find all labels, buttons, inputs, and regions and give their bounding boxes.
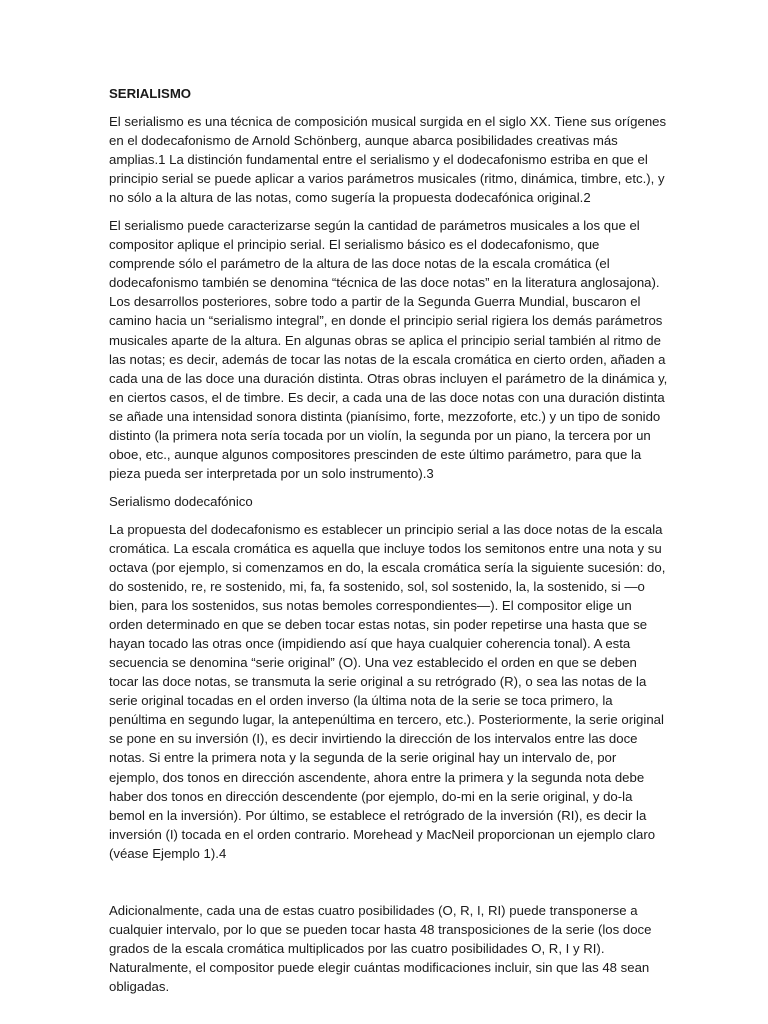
paragraph-3: La propuesta del dodecafonismo es establecer un principio serial a las doce notas de la escala cromática. La escala cromática es aquella que incluye todos los semitonos entre una nota y su octava (por ejemplo, si comenzamos en do, la escala cromática sería la siguiente sucesión: do, do sostenido, re, re sostenido, mi, fa, fa sostenido, sol, sol sostenido, la, la sostenido, si —o bien, para los sostenidos, sus notas bemoles correspondientes—). El compositor elige un orden determinado en que se deben tocar estas notas, sin poder repetirse una hasta que se hayan tocado las otras once (impidiendo así que haya cualquier coherencia tonal). A esta secuencia se denomina “serie original” (O). Una vez establecido el orden en que se deben tocar las doce notas, se transmuta la serie original a su retrógrado (R), o sea las notas de la serie original tocadas en el orden inverso (la última nota de la serie se toca primero, la penúltima en segundo lugar, la antepenúltima en tercero, etc.). Posteriormente, la serie original se pone en su inversión (I), es decir invirtiendo la dirección de los intervalos entre las doce notas. Si entre la primera nota y la segunda de la serie original hay un intervalo de, por ejemplo, dos tonos en dirección ascendente, ahora entre la primera y la segunda nota debe haber dos tonos en dirección descendente (por ejemplo, do-mi en la serie original, y do-la bemol en la inversión). Por último, se establece el retrógrado de la inversión (RI), es decir la inversión (I) tocada en el orden contrario. Morehead y MacNeil proporcionan un ejemplo claro (véase Ejemplo 1).4 <box>109 521 666 861</box>
paragraph-1: El serialismo es una técnica de composición musical surgida en el siglo XX. Tiene sus orígenes en el dodecafonismo de Arnold Schönberg, aunque abarca posibilidades creativas más amplias.1 La distinción fundamental entre el serialismo y el dodecafonismo estriba en que el principio serial se puede aplicar a varios parámetros musicales (ritmo, dinámica, timbre, etc.), y no sólo a la altura de las notas, como sugería la propuesta dodecafónica original.2 <box>109 114 667 206</box>
document-title: SERIALISMO <box>109 86 192 101</box>
paragraph-4: Adicionalmente, cada una de estas cuatro posibilidades (O, R, I, RI) puede transponerse a cualquier intervalo, por lo que se pueden tocar hasta 48 transposiciones de la serie (los doce grados de la escala cromática multiplicados por las cuatro posibilidades O, R, I y RI). Naturalmente, el compositor puede elegir cuántas modificaciones incluir, sin que las 48 sean obligadas. <box>109 902 652 994</box>
paragraph-2: El serialismo puede caracterizarse según la cantidad de parámetros musicales a los que el compositor aplique el principio serial. El serialismo básico es el dodecafonismo, que comprende sólo el parámetro de la altura de las doce notas de la escala cromática (el dodecafonismo también se denomina “técnica de las doce notas” en la literatura anglosajona). Los desarrollos posteriores, sobre todo a partir de la Segunda Guerra Mundial, buscaron el camino hacia un “serialismo integral”, en donde el principio serial rigiera los demás parámetros musicales aparte de la altura. En algunas obras se aplica el principio serial también al ritmo de las notas; es decir, además de tocar las notas de la escala cromática en cierto orden, añaden a cada una de las doce una duración distinta. Otras obras incluyen el parámetro de la dinámica y, en ciertos casos, el de timbre. Es decir, a cada una de las doce notas con una duración distinta se añade una intensidad sonora distinta (pianísimo, forte, mezzoforte, etc.) y un tipo de sonido distinto (la primera nota sería tocada por un violín, la segunda por un piano, la tercera por un oboe, etc., aunque algunos compositores prescinden de este último parámetro, para que la pieza pueda ser interpretada por un solo instrumento).3 <box>109 218 668 481</box>
blank-gap <box>109 872 668 901</box>
section-subheading: Serialismo dodecafónico <box>109 493 253 509</box>
